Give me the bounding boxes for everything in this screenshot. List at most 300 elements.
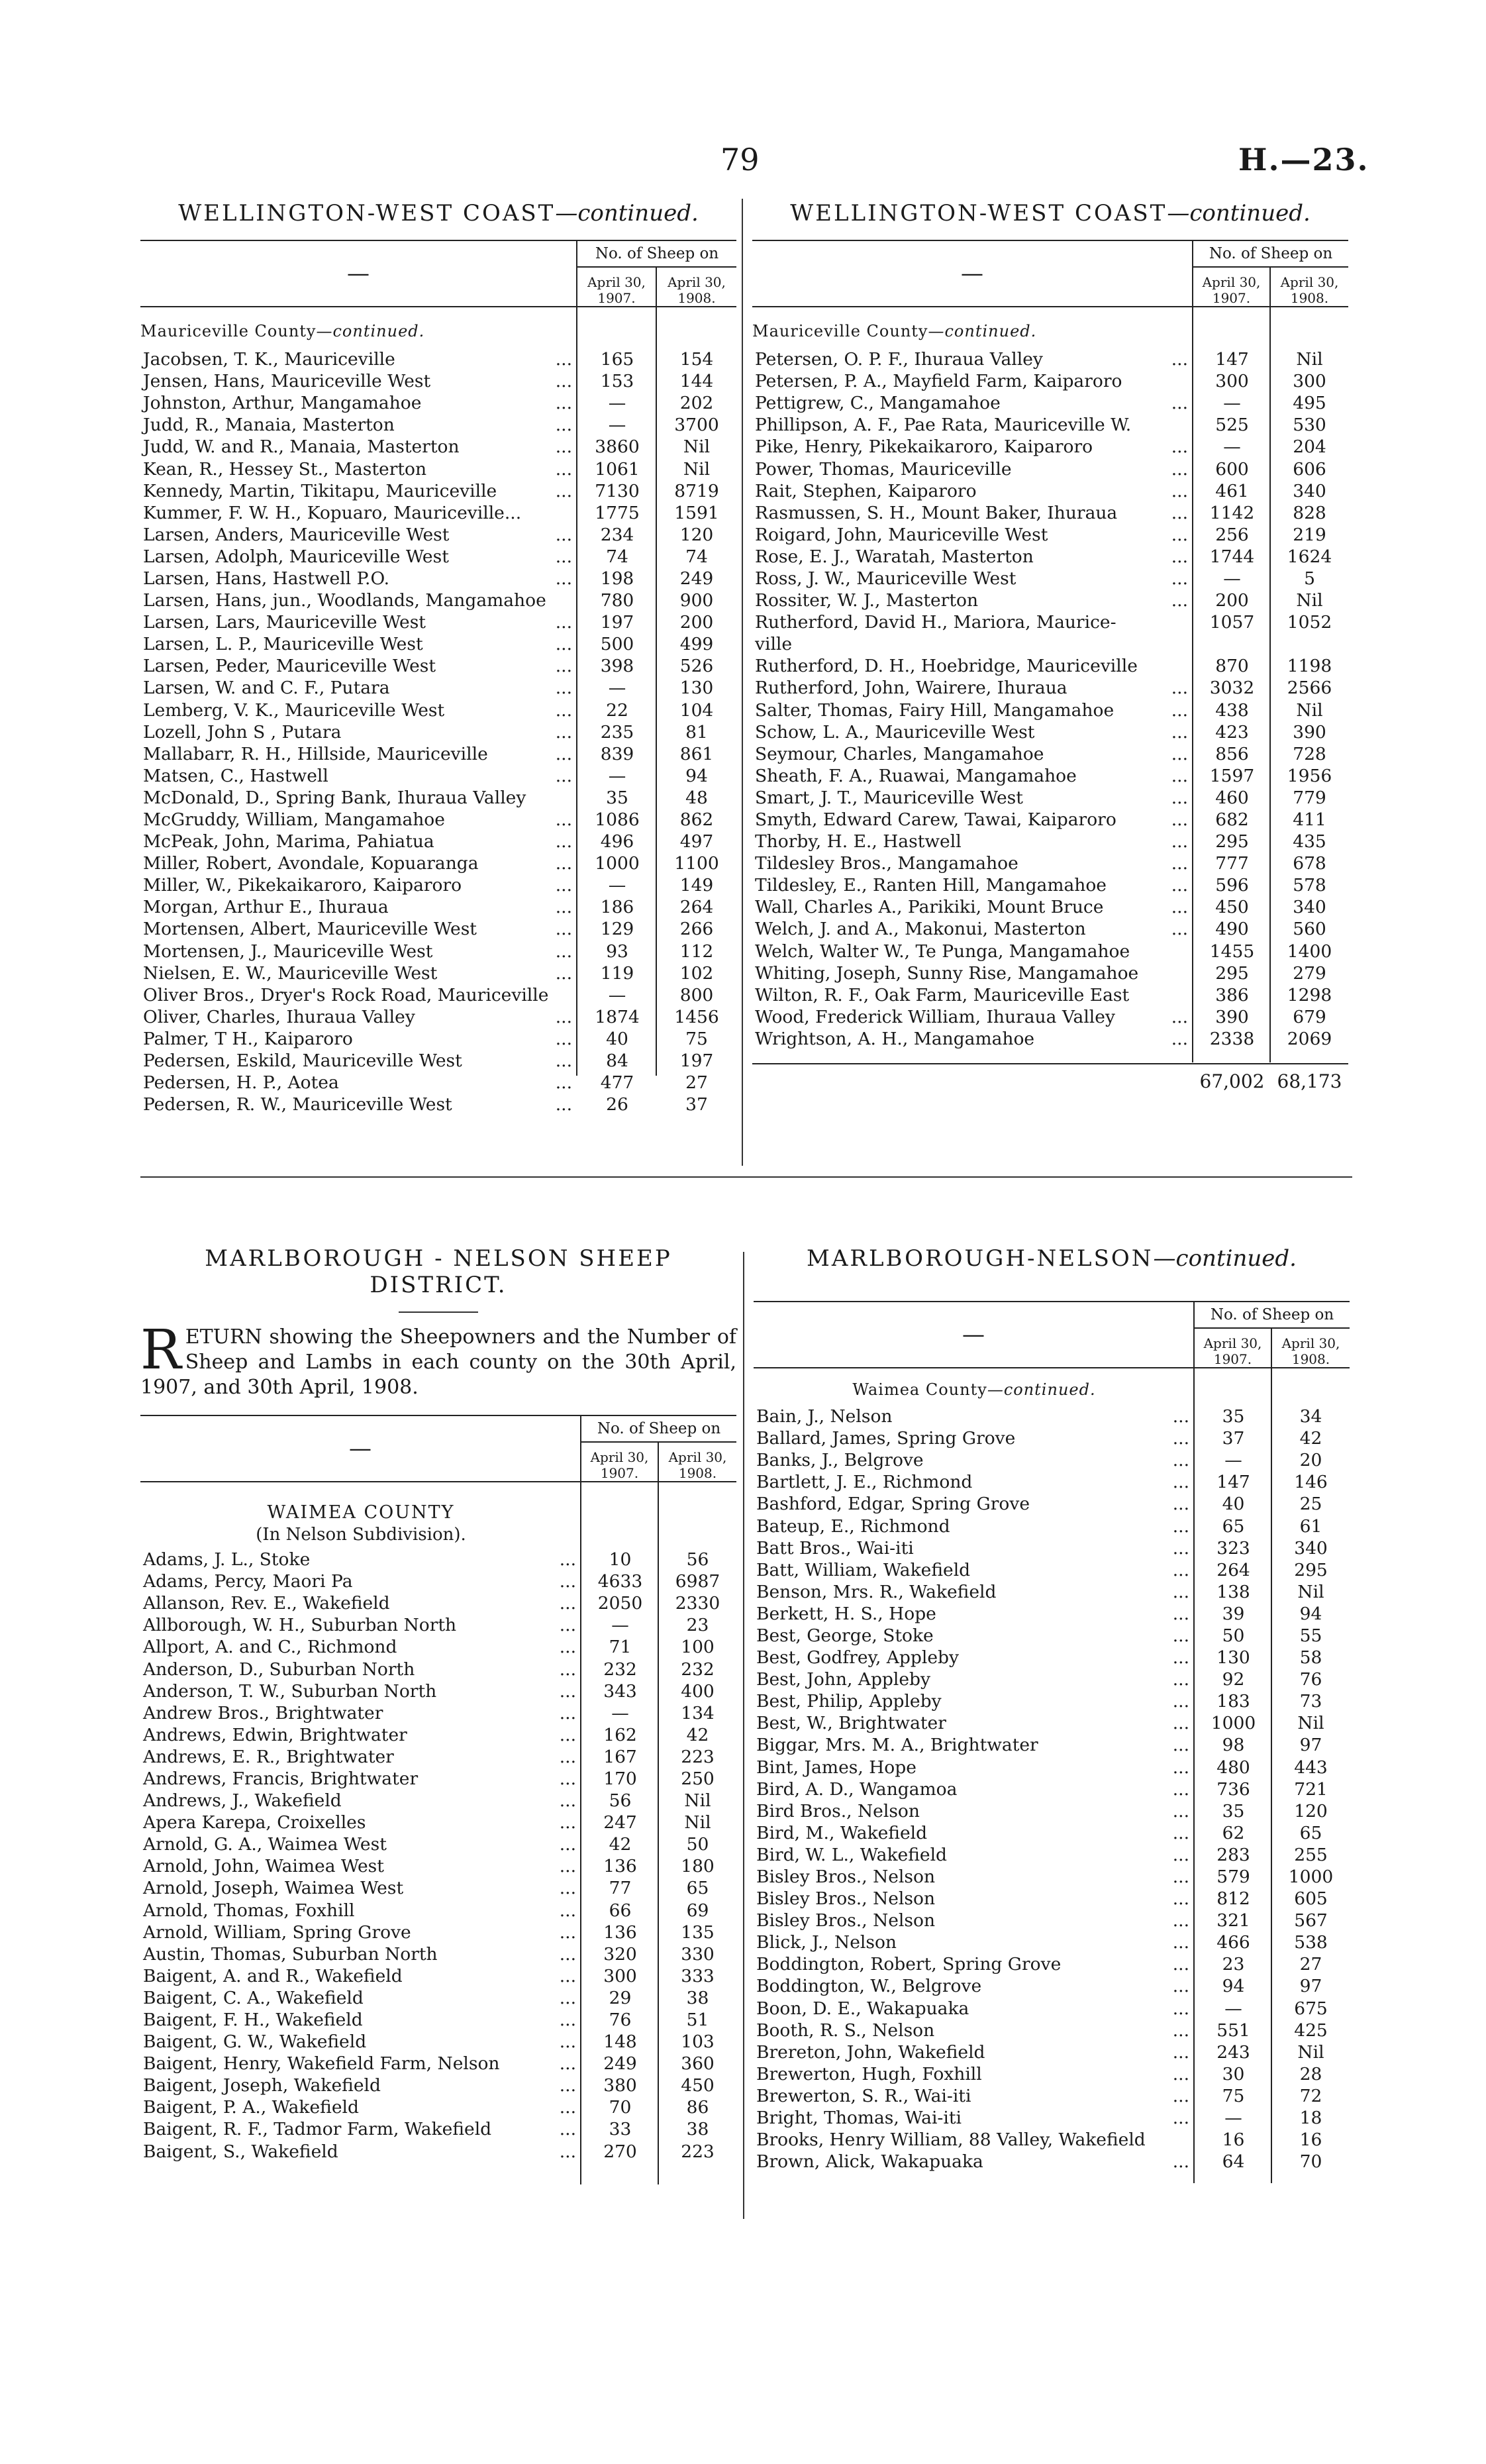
owner-name: Rutherford, John, Wairere, Ihuraua ... bbox=[755, 678, 1188, 699]
table-row bbox=[140, 436, 736, 458]
table-row bbox=[752, 568, 1348, 590]
sheep-1908: 2069 bbox=[1287, 1028, 1332, 1049]
owner-name: Bisley Bros., Nelson ... bbox=[756, 1910, 1189, 1931]
table-row bbox=[754, 1822, 1350, 1844]
owner-name: Kennedy, Martin, Tikitapu, Mauriceville ... bbox=[143, 480, 572, 501]
sheep-1908: 8719 bbox=[674, 480, 719, 501]
header-date-1907: April 30, 1907. bbox=[1195, 1329, 1272, 1367]
owner-name: Pike, Henry, Pikekaikaroro, Kaiparoro ... bbox=[755, 436, 1188, 458]
owner-name: Arnold, Thomas, Foxhill ... bbox=[143, 1900, 576, 1921]
table-row bbox=[754, 1953, 1350, 1975]
sheep-1908: Nil bbox=[684, 1812, 711, 1833]
table-row bbox=[140, 1094, 736, 1115]
sheep-1907: 3860 bbox=[595, 436, 640, 458]
sheep-1908: 1400 bbox=[1287, 941, 1332, 962]
table-row bbox=[140, 787, 736, 809]
owner-name: Roigard, John, Mauriceville West ... bbox=[755, 524, 1188, 545]
bottom-right-title bbox=[754, 1245, 1350, 1272]
sheep-1907: — bbox=[608, 984, 626, 1005]
sheep-1907: 153 bbox=[600, 371, 634, 392]
owner-name: Brereton, John, Wakefield ... bbox=[756, 2041, 1189, 2063]
table-row bbox=[140, 348, 736, 370]
sheep-1908: 200 bbox=[679, 612, 714, 633]
table-row bbox=[754, 1449, 1350, 1471]
section-heading: Waimea County—continued. bbox=[852, 1380, 1096, 1399]
table-row bbox=[752, 941, 1348, 962]
owner-name: Wall, Charles A., Parikiki, Mount Bruce ... bbox=[755, 897, 1188, 918]
table-row bbox=[752, 1028, 1348, 1050]
header-dash: — bbox=[754, 1302, 1195, 1367]
table-row bbox=[140, 1768, 736, 1790]
sheep-1908: 72 bbox=[1299, 2085, 1322, 2106]
sheep-1907: 249 bbox=[603, 2053, 637, 2075]
table-row bbox=[754, 1712, 1350, 1734]
sheep-1908: Nil bbox=[1296, 699, 1323, 721]
table-row bbox=[752, 809, 1348, 831]
intro-paragraph bbox=[140, 1319, 736, 1400]
table-row bbox=[752, 1006, 1348, 1028]
sheep-1907: 70 bbox=[609, 2097, 632, 2118]
sheep-1907: 466 bbox=[1216, 1932, 1250, 1953]
section-heading: Mauriceville County—continued. bbox=[140, 322, 425, 340]
table-row bbox=[140, 458, 736, 480]
sheep-1907: 1744 bbox=[1209, 546, 1255, 567]
sheep-1908: 104 bbox=[679, 699, 714, 721]
sheep-1908: 1298 bbox=[1287, 984, 1332, 1005]
sheep-1908: 6987 bbox=[675, 1571, 720, 1592]
sheep-1907: 4633 bbox=[597, 1571, 643, 1592]
sheep-1907: 1057 bbox=[1209, 612, 1255, 633]
table-row bbox=[140, 699, 736, 721]
table-header bbox=[754, 1301, 1350, 1368]
sheep-1907: 856 bbox=[1215, 743, 1249, 764]
owner-name: Baigent, A. and R., Wakefield ... bbox=[143, 1965, 576, 1986]
sheep-1907: 29 bbox=[609, 1987, 632, 2008]
owner-name: Pettigrew, C., Mangamahoe ... bbox=[755, 393, 1188, 414]
sheep-1908: Nil bbox=[1297, 1713, 1324, 1734]
sheep-1907: 77 bbox=[609, 1878, 632, 1899]
table-row bbox=[752, 546, 1348, 568]
sheep-1907: 2050 bbox=[597, 1593, 643, 1614]
sheep-1908: 675 bbox=[1294, 1998, 1328, 2019]
sheep-1907: 93 bbox=[606, 941, 628, 962]
owner-name: Oliver, Charles, Ihuraua Valley ... bbox=[143, 1006, 572, 1027]
sheep-1908: 16 bbox=[1299, 2130, 1322, 2151]
sheep-1907: 270 bbox=[603, 2141, 637, 2162]
table-row bbox=[140, 1050, 736, 1072]
section-heading: Mauriceville County—continued. bbox=[752, 322, 1037, 340]
top-right-section bbox=[752, 200, 1348, 1092]
owner-name: Biggar, Mrs. M. A., Brightwater ... bbox=[756, 1735, 1189, 1756]
owner-name: Best, Godfrey, Appleby ... bbox=[756, 1647, 1189, 1668]
table-row bbox=[752, 370, 1348, 392]
total-1907: 67,002 bbox=[1199, 1070, 1265, 1092]
owner-name: Baigent, F. H., Wakefield ... bbox=[143, 2010, 576, 2031]
sheep-1908: 134 bbox=[681, 1702, 715, 1723]
intro-text: ETURN showing the Sheepowners and the Number of Sheep and Lambs in each county on the 30th April, 1907, and 30th April, 1908. bbox=[140, 1325, 736, 1399]
table-row bbox=[752, 918, 1348, 940]
sheep-1908: 180 bbox=[681, 1856, 715, 1877]
sheep-1907: 1775 bbox=[595, 502, 640, 523]
sheep-1907: 42 bbox=[609, 1834, 632, 1855]
table-row bbox=[754, 2020, 1350, 2041]
sheep-1908: 65 bbox=[686, 1878, 709, 1899]
sheep-1908: Nil bbox=[1297, 2041, 1324, 2063]
header-dash: — bbox=[140, 241, 577, 306]
sheep-1907: 71 bbox=[609, 1637, 632, 1658]
sheep-1907: 295 bbox=[1215, 962, 1249, 984]
sheep-1908: 70 bbox=[1299, 2151, 1322, 2173]
owner-name: Anderson, D., Suburban North ... bbox=[143, 1659, 576, 1680]
table-row bbox=[754, 1625, 1350, 1647]
sheep-1908: 560 bbox=[1293, 919, 1326, 940]
table-row bbox=[140, 2096, 736, 2118]
table-row bbox=[754, 1844, 1350, 1866]
table-row bbox=[754, 1493, 1350, 1515]
owner-name: Mortensen, Albert, Mauriceville West ... bbox=[143, 919, 572, 940]
bottom-left-title-2: DISTRICT. bbox=[370, 1272, 507, 1298]
sheep-1907: — bbox=[608, 875, 626, 896]
owner-name: Bisley Bros., Nelson ... bbox=[756, 1888, 1189, 1910]
owner-name: McGruddy, William, Mangamahoe ... bbox=[143, 809, 572, 831]
sheep-1908: 55 bbox=[1299, 1625, 1322, 1646]
header-sheep-on: No. of Sheep on bbox=[1193, 241, 1348, 268]
table-row bbox=[140, 874, 736, 896]
table-row bbox=[752, 458, 1348, 480]
top-right-title bbox=[752, 200, 1348, 227]
owner-name: Judd, R., Manaia, Masterton ... bbox=[143, 415, 572, 436]
table-row bbox=[140, 2118, 736, 2140]
sheep-1908: 900 bbox=[679, 590, 714, 611]
sheep-1907: 2338 bbox=[1209, 1028, 1255, 1049]
table-row bbox=[754, 1975, 1350, 1997]
table-row bbox=[754, 2151, 1350, 2173]
sheep-1907: 386 bbox=[1215, 984, 1249, 1005]
table-row bbox=[140, 502, 736, 524]
table-row bbox=[140, 1877, 736, 1899]
owner-name: Blick, J., Nelson ... bbox=[756, 1932, 1189, 1953]
sheep-1908: 97 bbox=[1299, 1976, 1322, 1997]
owner-name: Adams, J. L., Stoke ... bbox=[143, 1549, 576, 1570]
table-row bbox=[754, 1866, 1350, 1888]
sheep-1907: 197 bbox=[600, 612, 634, 633]
sheep-1908: 2566 bbox=[1287, 678, 1332, 699]
sheep-1907: 136 bbox=[603, 1856, 637, 1877]
sheep-1908: 204 bbox=[1293, 436, 1326, 458]
sheep-1907: — bbox=[1224, 1450, 1242, 1471]
table-body bbox=[140, 1482, 736, 2184]
sheep-1907: 76 bbox=[609, 2010, 632, 2031]
sheep-1908: 81 bbox=[685, 721, 708, 743]
sheep-1908: 103 bbox=[681, 2031, 715, 2053]
sheep-1908: 28 bbox=[1299, 2063, 1322, 2084]
sheep-1908: 333 bbox=[681, 1965, 715, 1986]
table-row bbox=[140, 1746, 736, 1768]
sheep-1908: 425 bbox=[1294, 2020, 1328, 2041]
sheep-1907: — bbox=[1224, 2108, 1242, 2129]
sheep-1908: 154 bbox=[679, 349, 714, 370]
owner-name: Bright, Thomas, Wai-iti ... bbox=[756, 2108, 1189, 2129]
owner-name: Petersen, O. P. F., Ihuraua Valley ... bbox=[755, 349, 1188, 370]
sheep-1907: 423 bbox=[1215, 721, 1249, 743]
drop-cap: R bbox=[140, 1319, 181, 1382]
header-date-1908: April 30, 1908. bbox=[1281, 1335, 1340, 1367]
table-row bbox=[140, 392, 736, 414]
table-row bbox=[140, 1028, 736, 1050]
table-row bbox=[140, 941, 736, 962]
owner-name: Oliver Bros., Dryer's Rock Road, Mauriceville bbox=[143, 984, 549, 1005]
table-row bbox=[754, 1515, 1350, 1537]
sheep-1907: 170 bbox=[603, 1768, 637, 1789]
sheep-1908: Nil bbox=[1297, 1581, 1324, 1602]
owner-name: Batt Bros., Wai-iti ... bbox=[756, 1537, 1189, 1559]
sheep-1907: 283 bbox=[1216, 1844, 1250, 1865]
table-row bbox=[752, 524, 1348, 546]
owner-name: Kummer, F. W. H., Kopuaro, Mauriceville... bbox=[143, 502, 522, 523]
owner-name: Mortensen, J., Mauriceville West ... bbox=[143, 941, 572, 962]
table-row bbox=[754, 1998, 1350, 2020]
owner-name: Palmer, T H., Kaiparoro ... bbox=[143, 1028, 572, 1049]
table-row bbox=[140, 524, 736, 546]
owner-name: Brooks, Henry William, 88 Valley, Wakefield bbox=[756, 2130, 1146, 2151]
header-date-1907: April 30, 1907. bbox=[581, 1443, 659, 1481]
table-header bbox=[752, 240, 1348, 307]
table-row bbox=[140, 1965, 736, 1987]
table-row bbox=[140, 1592, 736, 1614]
sheep-1908: 411 bbox=[1293, 809, 1326, 831]
owner-name: Brewerton, Hugh, Foxhill ... bbox=[756, 2063, 1189, 2084]
sheep-1907: 460 bbox=[1215, 787, 1249, 808]
table-row bbox=[752, 348, 1348, 370]
table-row bbox=[140, 1987, 736, 2009]
sheep-1908: 112 bbox=[679, 941, 714, 962]
table-row bbox=[752, 831, 1348, 852]
owner-name: Andrews, E. R., Brightwater ... bbox=[143, 1746, 576, 1767]
sheep-1907: 16 bbox=[1222, 2130, 1245, 2151]
table-row bbox=[140, 2141, 736, 2163]
sheep-1907: 480 bbox=[1216, 1757, 1250, 1778]
owner-name: Ballard, James, Spring Grove ... bbox=[756, 1428, 1189, 1449]
owner-name: Andrews, J., Wakefield ... bbox=[143, 1790, 576, 1812]
table-row bbox=[754, 1559, 1350, 1581]
table-row bbox=[752, 984, 1348, 1006]
sheep-1908: 18 bbox=[1299, 2108, 1322, 2129]
sheep-1908: 526 bbox=[679, 656, 714, 677]
owner-name: Wilton, R. F., Oak Farm, Mauriceville East bbox=[755, 984, 1130, 1005]
sheep-1907: 1000 bbox=[595, 853, 640, 874]
owner-name: Seymour, Charles, Mangamahoe ... bbox=[755, 743, 1188, 764]
top-left-title bbox=[140, 200, 736, 227]
sheep-1907: 1455 bbox=[1209, 941, 1255, 962]
sheep-1907: 148 bbox=[603, 2031, 637, 2053]
sheep-1907: 736 bbox=[1216, 1778, 1250, 1800]
sheep-1908: 146 bbox=[1294, 1472, 1328, 1493]
owner-name: Bateup, E., Richmond ... bbox=[756, 1515, 1189, 1537]
owner-name: Whiting, Joseph, Sunny Rise, Mangamahoe bbox=[755, 962, 1139, 984]
sheep-1908: 38 bbox=[686, 1987, 709, 2008]
county-heading: WAIMEA COUNTY bbox=[267, 1502, 455, 1523]
sheep-1907: 23 bbox=[1222, 1954, 1245, 1975]
table-row bbox=[140, 918, 736, 940]
header-dash: — bbox=[752, 241, 1193, 306]
sheep-1907: 1874 bbox=[595, 1006, 640, 1027]
table-row bbox=[140, 480, 736, 502]
sheep-1908: 340 bbox=[1294, 1537, 1328, 1559]
table-row bbox=[752, 655, 1348, 677]
owner-name: Bint, James, Hope ... bbox=[756, 1757, 1189, 1778]
table-row bbox=[140, 633, 736, 655]
owner-name: Morgan, Arthur E., Ihuraua ... bbox=[143, 897, 572, 918]
sheep-1908: 61 bbox=[1299, 1515, 1322, 1537]
owner-name: Phillipson, A. F., Pae Rata, Mauriceville W. bbox=[755, 415, 1132, 436]
sheep-1908: 497 bbox=[679, 831, 714, 852]
table-row bbox=[140, 611, 736, 633]
header-date-1908: April 30, 1908. bbox=[1280, 274, 1339, 306]
owner-name: Tildesley Bros., Mangamahoe ... bbox=[755, 853, 1188, 874]
table-row bbox=[754, 1581, 1350, 1603]
sheep-1907: 10 bbox=[609, 1549, 632, 1570]
owner-name: Thorby, H. E., Hastwell ... bbox=[755, 831, 1188, 852]
table-row bbox=[140, 2009, 736, 2031]
table-row bbox=[752, 743, 1348, 765]
sheep-1907: 600 bbox=[1215, 458, 1249, 480]
sheep-1907: 37 bbox=[1222, 1428, 1245, 1449]
table-row bbox=[140, 590, 736, 611]
owner-name: McDonald, D., Spring Bank, Ihuraua Valley bbox=[143, 787, 526, 808]
header-date-1908: April 30, 1908. bbox=[668, 274, 726, 306]
page-reference: H.—23. bbox=[1238, 142, 1369, 178]
sheep-1908: 56 bbox=[686, 1549, 709, 1570]
sheep-1908: 606 bbox=[1293, 458, 1326, 480]
sheep-1908: 862 bbox=[679, 809, 714, 831]
table-row bbox=[140, 743, 736, 765]
table-row bbox=[752, 633, 1348, 655]
sheep-1907: 343 bbox=[603, 1680, 637, 1702]
sheep-1907: 300 bbox=[1215, 371, 1249, 392]
sheep-1908: 264 bbox=[679, 897, 714, 918]
table-row bbox=[140, 1833, 736, 1855]
owner-name: Pedersen, Eskild, Mauriceville West ... bbox=[143, 1051, 572, 1072]
owner-name: Adams, Percy, Maori Pa ... bbox=[143, 1571, 576, 1592]
sheep-1908: 443 bbox=[1294, 1757, 1328, 1778]
sheep-1908: 828 bbox=[1293, 502, 1326, 523]
sheep-1907: 35 bbox=[606, 787, 628, 808]
sheep-1907: 65 bbox=[1222, 1515, 1245, 1537]
sheep-1907: 35 bbox=[1222, 1800, 1245, 1822]
table-row bbox=[140, 984, 736, 1006]
table-row bbox=[754, 1603, 1350, 1625]
table-row bbox=[752, 765, 1348, 787]
table-row bbox=[752, 392, 1348, 414]
sheep-1908: 232 bbox=[681, 1659, 715, 1680]
sheep-1908: 435 bbox=[1293, 831, 1326, 852]
sheep-1907: 390 bbox=[1215, 1006, 1249, 1027]
owner-name: Arnold, John, Waimea West ... bbox=[143, 1856, 576, 1877]
owner-name: Judd, W. and R., Manaia, Masterton ... bbox=[143, 436, 572, 458]
sheep-1908: 499 bbox=[679, 634, 714, 655]
sheep-1908: 69 bbox=[686, 1900, 709, 1921]
owner-name: Larsen, Lars, Mauriceville West ... bbox=[143, 612, 572, 633]
sheep-1907: 264 bbox=[1216, 1559, 1250, 1580]
owner-name: Boddington, Robert, Spring Grove ... bbox=[756, 1954, 1189, 1975]
sheep-1908: 1591 bbox=[674, 502, 719, 523]
table-row bbox=[140, 2031, 736, 2053]
sheep-1908: 223 bbox=[681, 2141, 715, 2162]
sheep-1907: 165 bbox=[600, 349, 634, 370]
table-row bbox=[752, 787, 1348, 809]
sheep-1907: 200 bbox=[1215, 590, 1249, 611]
table-row bbox=[140, 962, 736, 984]
sheep-1907: 780 bbox=[600, 590, 634, 611]
owner-name: Banks, J., Belgrove ... bbox=[756, 1450, 1189, 1471]
sheep-1908: 25 bbox=[1299, 1494, 1322, 1515]
table-row bbox=[752, 699, 1348, 721]
table-row bbox=[140, 1570, 736, 1592]
sheep-1908: 202 bbox=[679, 393, 714, 414]
owner-name: Brown, Alick, Wakapuaka ... bbox=[756, 2151, 1189, 2173]
owner-name: Tildesley, E., Ranten Hill, Mangamahoe ... bbox=[755, 875, 1188, 896]
owner-name: Baigent, Joseph, Wakefield ... bbox=[143, 2075, 576, 2096]
sheep-1907: 98 bbox=[1222, 1735, 1245, 1756]
sheep-1907: 119 bbox=[600, 962, 634, 984]
owner-name: Petersen, P. A., Mayfield Farm, Kaiparoro bbox=[755, 371, 1122, 392]
table-row bbox=[140, 414, 736, 436]
owner-name: Larsen, Adolph, Mauriceville West ... bbox=[143, 546, 572, 567]
sheep-1907: 490 bbox=[1215, 919, 1249, 940]
table-total bbox=[752, 1063, 1348, 1098]
owner-name: Jensen, Hans, Mauriceville West ... bbox=[143, 371, 572, 392]
sheep-1907: 84 bbox=[606, 1051, 628, 1072]
header-sheep-on: No. of Sheep on bbox=[1195, 1302, 1350, 1329]
table-row bbox=[140, 1812, 736, 1833]
sheep-1907: 7130 bbox=[595, 480, 640, 501]
table-row bbox=[140, 370, 736, 392]
sheep-1907: 92 bbox=[1222, 1669, 1245, 1690]
owner-name: Brewerton, S. R., Wai-iti ... bbox=[756, 2085, 1189, 2106]
table-row bbox=[140, 2053, 736, 2075]
table-row bbox=[140, 1549, 736, 1570]
owner-name: Rossiter, W. J., Masterton ... bbox=[755, 590, 1188, 611]
sheep-1907: 40 bbox=[1222, 1494, 1245, 1515]
table-row bbox=[752, 962, 1348, 984]
owner-name: Baigent, P. A., Wakefield ... bbox=[143, 2097, 576, 2118]
sheep-1907: 1142 bbox=[1209, 502, 1255, 523]
sheep-1907: 74 bbox=[606, 546, 628, 567]
table-row bbox=[754, 1537, 1350, 1559]
sheep-1908: 450 bbox=[681, 2075, 715, 2096]
sheep-1908: 538 bbox=[1294, 1932, 1328, 1953]
owner-name: McPeak, John, Marima, Pahiatua ... bbox=[143, 831, 572, 852]
sheep-1908: 330 bbox=[681, 1943, 715, 1965]
sheep-1907: 477 bbox=[600, 1072, 634, 1094]
sheep-1907: — bbox=[608, 393, 626, 414]
sheep-1907: 136 bbox=[603, 1922, 637, 1943]
sheep-1907: 30 bbox=[1222, 2063, 1245, 2084]
sheep-1908: 58 bbox=[1299, 1647, 1322, 1668]
sheep-1907: 551 bbox=[1216, 2020, 1250, 2041]
owner-name: Bird Bros., Nelson ... bbox=[756, 1800, 1189, 1822]
sheep-1908: 5 bbox=[1304, 568, 1315, 589]
sheep-1907: 870 bbox=[1215, 656, 1249, 677]
sheep-1908: 295 bbox=[1294, 1559, 1328, 1580]
sheep-1907: 235 bbox=[600, 721, 634, 743]
sheep-1907: — bbox=[1224, 1998, 1242, 2019]
table-row bbox=[140, 896, 736, 918]
sheep-1907: 596 bbox=[1215, 875, 1249, 896]
table-row bbox=[754, 1734, 1350, 1756]
table-row bbox=[752, 590, 1348, 611]
bottom-right-section bbox=[754, 1245, 1350, 2183]
